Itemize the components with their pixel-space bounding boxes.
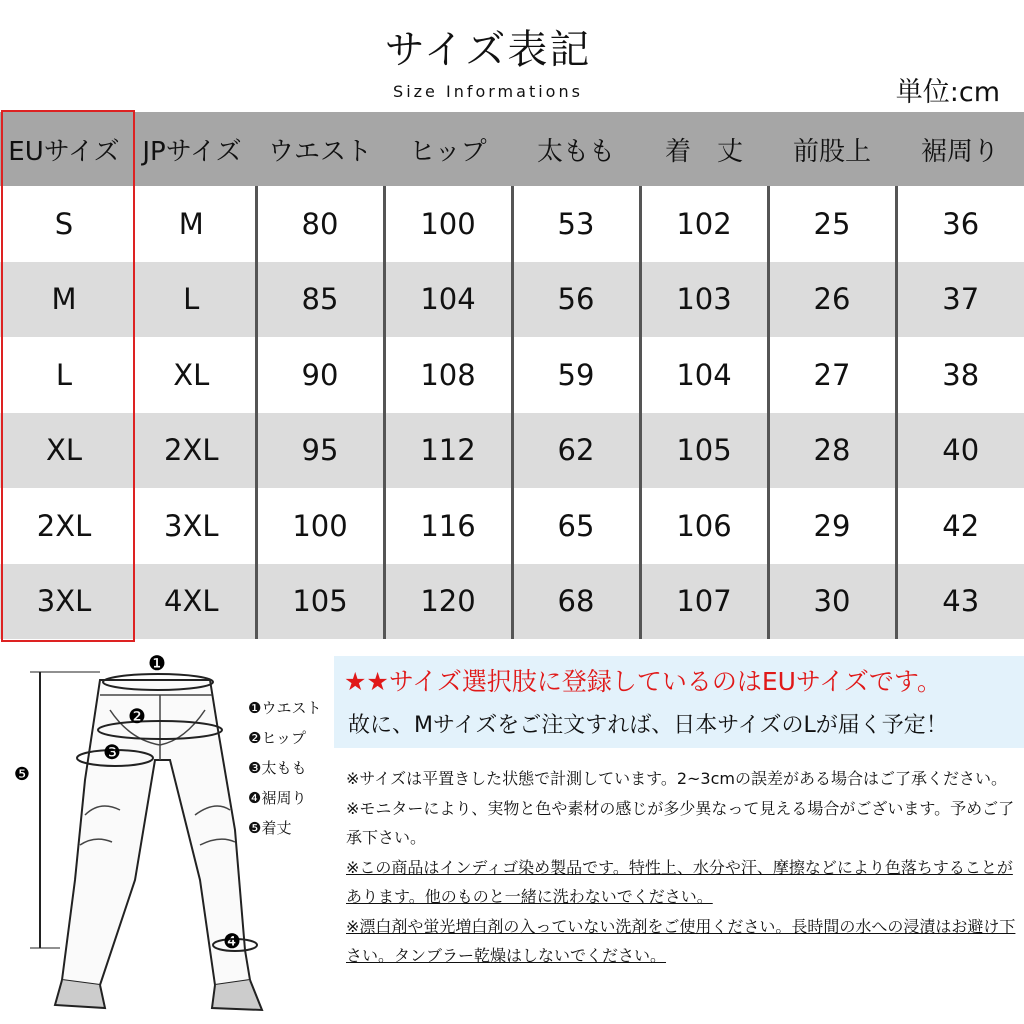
table-cell: 4XL (128, 564, 256, 640)
eu-column-highlight (1, 110, 135, 642)
table-cell: 102 (640, 186, 768, 262)
table-cell: 100 (384, 186, 512, 262)
table-row (0, 262, 1024, 338)
table-cell: 104 (384, 262, 512, 338)
table-row (0, 488, 1024, 564)
table-cell: L (128, 262, 256, 338)
col-header: 太もも (512, 112, 640, 186)
table-cell: 30 (768, 564, 896, 640)
col-header: ウエスト (256, 112, 384, 186)
table-cell: 28 (768, 413, 896, 489)
table-cell: 112 (384, 413, 512, 489)
marker-5: ❺ (14, 764, 31, 785)
marker-1: ❶ (148, 651, 166, 675)
table-cell: 95 (256, 413, 384, 489)
col-header: 着 丈 (640, 112, 768, 186)
measurement-legend (248, 693, 321, 843)
note: ※この商品はインディゴ染め製品です。特性上、水分や汗、摩擦などにより色落ちすることがあります。他のものと一緒に洗わないでください。 (346, 857, 1013, 906)
table-row (0, 186, 1024, 262)
table-cell: 100 (256, 488, 384, 564)
table-cell: 56 (512, 262, 640, 338)
table-cell: 3XL (164, 508, 219, 543)
table-cell: 38 (896, 337, 1024, 413)
table-cell: 105 (256, 564, 384, 640)
table-cell: 2XL (36, 508, 92, 543)
table-cell: 43 (896, 564, 1024, 640)
table-cell: 2XL (128, 413, 256, 489)
page-subtitle: Size Informations (393, 82, 583, 101)
table-cell: 120 (384, 564, 512, 640)
eu-size-notice (334, 656, 1024, 748)
care-notes (346, 764, 1016, 971)
size-table (0, 112, 1024, 639)
marker-2: ❷ (128, 704, 146, 728)
legend-item: ❹裾周り (248, 789, 307, 807)
note: ※モニターにより、実物と色や素材の感じが多少異なって見える場合がございます。予めご了承下さい。 (346, 798, 1015, 847)
table-cell: 26 (768, 262, 896, 338)
table-cell: 80 (256, 186, 384, 262)
table-cell: 3XL (0, 564, 128, 640)
legend-item: ❺着丈 (248, 819, 292, 837)
notice-headline: ★★サイズ選択肢に登録しているのはEUサイズです。 (344, 667, 942, 696)
table-cell: 62 (512, 413, 640, 489)
notice-detail: 故に、Mサイズをご注文すれば、日本サイズのLが届く予定！ (348, 713, 948, 738)
table-cell: 106 (640, 488, 768, 564)
marker-4: ❹ (223, 929, 241, 953)
table-cell: 37 (896, 262, 1024, 338)
table-cell: 27 (768, 337, 896, 413)
table-cell: 53 (512, 186, 640, 262)
table-cell: 59 (512, 337, 640, 413)
note: ※漂白剤や蛍光増白剤の入っていない洗剤をご使用ください。長時間の水への浸漬はお避け下さい。タンブラー乾燥はしないでください。 (346, 916, 1016, 965)
table-cell: M (178, 206, 204, 241)
table-cell: 103 (640, 262, 768, 338)
table-cell: 68 (512, 564, 640, 640)
table-header (0, 112, 1024, 186)
table-cell: 90 (256, 337, 384, 413)
table-cell: 105 (640, 413, 768, 489)
table-cell: 85 (256, 262, 384, 338)
unit-label: 単位:cm (895, 77, 1000, 108)
note: ※サイズは平置きした状態で計測しています。2~3cmの誤差がある場合はご了承ください。 (346, 769, 1007, 788)
col-header: EUサイズ (0, 112, 128, 186)
legend-item: ❶ウエスト (248, 699, 322, 717)
table-cell: 25 (768, 186, 896, 262)
table-cell: S (54, 206, 74, 241)
table-cell: 29 (768, 488, 896, 564)
legend-item: ❸太もも (248, 759, 307, 777)
table-cell: 36 (896, 186, 1024, 262)
table-cell: 108 (384, 337, 512, 413)
table-cell: 116 (384, 488, 512, 564)
table-cell: XL (0, 413, 128, 489)
table-cell: L (55, 357, 73, 392)
table-cell: 42 (896, 488, 1024, 564)
col-header: 前股上 (768, 112, 896, 186)
table-row (0, 413, 1024, 489)
col-header: JPサイズ (128, 112, 256, 186)
table-cell: 40 (896, 413, 1024, 489)
col-header: 裾周り (896, 112, 1024, 186)
table-cell: 65 (512, 488, 640, 564)
table-cell: 107 (640, 564, 768, 640)
table-cell: XL (173, 357, 210, 392)
legend-item: ❷ヒップ (248, 729, 306, 747)
col-header: ヒップ (384, 112, 512, 186)
page-title: サイズ表記 (384, 27, 592, 73)
table-row (0, 564, 1024, 640)
table-cell: M (0, 262, 128, 338)
marker-3: ❸ (103, 740, 121, 764)
table-cell: 104 (640, 337, 768, 413)
table-row (0, 337, 1024, 413)
